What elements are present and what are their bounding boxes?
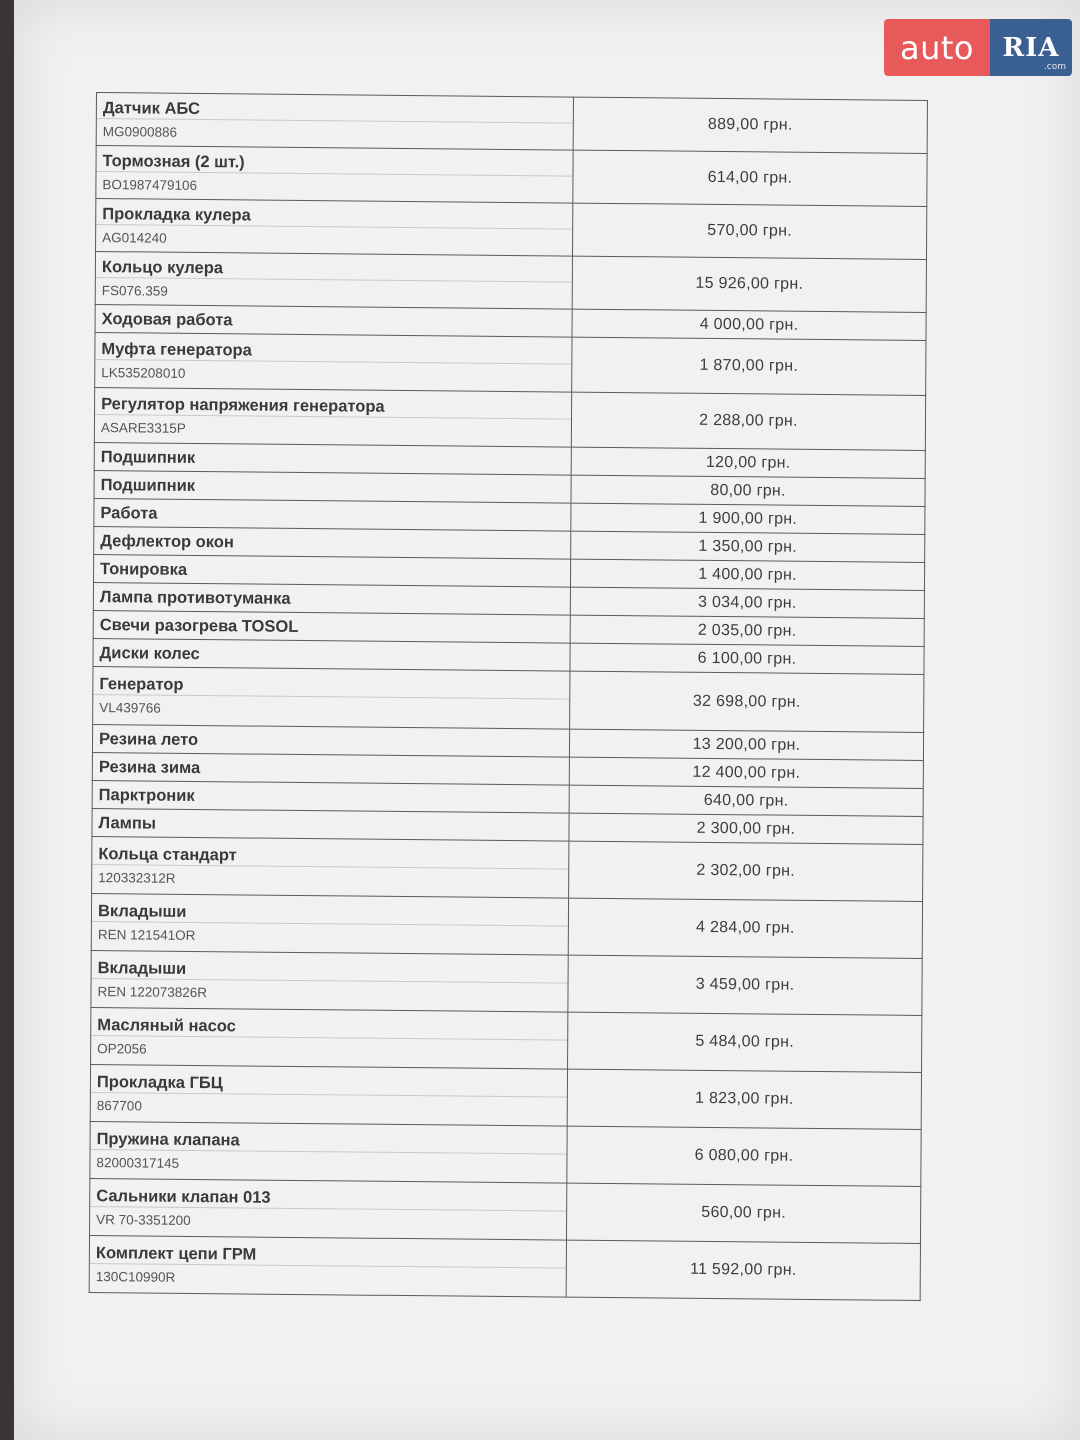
item-price: 1 870,00 грн. (572, 337, 926, 395)
item-cell (92, 837, 569, 899)
item-price: 2 035,00 грн. (570, 615, 924, 646)
item-code: OP2056 (91, 1035, 567, 1067)
item-price: 3 459,00 грн. (568, 955, 922, 1015)
item-code: FS076.359 (96, 277, 572, 309)
item-cell (92, 753, 569, 786)
item-price: 1 900,00 грн. (571, 503, 925, 534)
item-name: Муфта генератора (101, 339, 252, 360)
logo-ria-text (990, 19, 1072, 76)
item-code: 82000317145 (90, 1149, 566, 1181)
item-name: Свечи разогрева TOSOL (99, 615, 299, 636)
item-cell (93, 667, 570, 730)
item-price: 11 592,00 грн. (566, 1240, 920, 1300)
item-code: MG0900886 (97, 118, 573, 150)
logo-dotcom: .com (1043, 62, 1066, 72)
table-row (91, 894, 922, 959)
item-price: 2 302,00 грн. (569, 841, 923, 901)
item-name: Работа (100, 503, 158, 523)
table-row (90, 1122, 921, 1187)
item-cell (92, 781, 569, 814)
item-cell (96, 93, 573, 151)
item-price: 640,00 грн. (569, 785, 923, 816)
item-name: Масляный насос (97, 1015, 236, 1035)
item-code: REN 122073826R (91, 978, 567, 1010)
item-price: 6 080,00 грн. (567, 1126, 921, 1186)
item-price: 13 200,00 грн. (569, 729, 923, 760)
item-name: Датчик АБС (102, 98, 201, 118)
item-name: Дефлектор окон (100, 531, 234, 551)
item-name: Регулятор напряжения генератора (101, 394, 385, 416)
item-cell (94, 527, 571, 560)
item-cell (93, 611, 570, 644)
item-cell (94, 471, 571, 504)
item-cell (90, 1065, 567, 1127)
item-price: 2 288,00 грн. (571, 392, 925, 450)
item-name: Подшипник (100, 475, 196, 495)
item-code: 120332312R (92, 864, 568, 896)
item-cell (94, 443, 571, 476)
item-cell (93, 639, 570, 672)
item-cell (93, 583, 570, 616)
item-name: Лампа противотуманка (99, 587, 291, 608)
item-code: VL439766 (93, 694, 569, 726)
item-name: Вкладыши (97, 901, 187, 921)
item-cell (95, 305, 572, 338)
item-price: 5 484,00 грн. (568, 1012, 922, 1072)
item-code: ASARE3315P (95, 414, 571, 446)
item-price: 560,00 грн. (566, 1183, 920, 1243)
item-name: Прокладка ГБЦ (96, 1072, 223, 1092)
item-cell (94, 555, 571, 588)
item-name: Лампы (98, 813, 157, 833)
item-code: 867700 (91, 1092, 567, 1124)
item-cell (95, 333, 572, 393)
item-name: Диски колес (99, 643, 200, 663)
item-name: Сальники клапан 013 (96, 1186, 271, 1207)
table-row (90, 1179, 921, 1244)
item-name: Кольца стандарт (98, 844, 237, 864)
logo-ria-word: RIA (1002, 32, 1060, 63)
item-code: BO1987479106 (96, 171, 572, 203)
item-cell (91, 951, 568, 1013)
table-row (94, 388, 925, 451)
item-cell (94, 499, 571, 532)
item-name: Кольцо кулера (101, 257, 224, 277)
item-cell (91, 894, 568, 956)
item-price: 4 284,00 грн. (568, 898, 922, 958)
item-code: VR 70-3351200 (90, 1206, 566, 1238)
item-name: Тормозная (2 шт.) (102, 151, 245, 171)
item-name: Резина лето (98, 729, 199, 749)
item-price: 1 400,00 грн. (570, 559, 924, 590)
table-row (91, 1008, 922, 1073)
item-name: Прокладка кулера (102, 204, 251, 224)
item-price: 80,00 грн. (571, 475, 925, 506)
invoice-sheet (89, 92, 928, 1301)
item-cell (90, 1122, 567, 1184)
item-price: 1 350,00 грн. (571, 531, 925, 562)
table-row (95, 333, 926, 396)
table-row (96, 146, 927, 207)
logo-auto-text: auto (884, 19, 990, 76)
item-price: 32 698,00 грн. (570, 671, 924, 732)
item-price: 570,00 грн. (572, 203, 926, 259)
item-price: 15 926,00 грн. (572, 256, 926, 312)
table-row (93, 667, 924, 733)
item-price: 614,00 грн. (573, 150, 927, 206)
item-price: 889,00 грн. (573, 97, 927, 153)
item-price: 3 034,00 грн. (570, 587, 924, 618)
table-row (96, 93, 927, 154)
item-price: 2 300,00 грн. (569, 813, 923, 844)
item-price: 6 100,00 грн. (570, 643, 924, 674)
item-cell (96, 146, 573, 204)
item-name: Резина зима (98, 757, 201, 777)
item-price: 120,00 грн. (571, 447, 925, 478)
item-name: Ходовая работа (101, 309, 233, 329)
parts-table-body (89, 93, 927, 1301)
item-name: Пружина клапана (96, 1129, 240, 1149)
parts-table (89, 92, 928, 1301)
item-code: LK535208010 (95, 359, 571, 391)
table-row (91, 951, 922, 1016)
item-name: Генератор (99, 675, 184, 694)
item-cell (96, 199, 573, 257)
autoria-logo (884, 19, 1072, 76)
item-code: REN 121541OR (92, 921, 568, 953)
table-row (92, 837, 923, 902)
item-price: 12 400,00 грн. (569, 757, 923, 788)
item-cell (94, 388, 571, 448)
item-cell (89, 1236, 566, 1298)
item-name: Подшипник (100, 447, 196, 467)
item-cell (92, 809, 569, 842)
table-row (89, 1236, 920, 1301)
table-row (96, 199, 927, 260)
item-cell (95, 252, 572, 310)
item-price: 4 000,00 грн. (572, 309, 926, 340)
table-row (90, 1065, 921, 1130)
item-name: Комплект цепи ГРМ (95, 1243, 257, 1264)
item-cell (90, 1179, 567, 1241)
item-cell (92, 725, 569, 758)
item-name: Вкладыши (97, 958, 187, 978)
item-name: Парктроник (98, 785, 195, 805)
table-row (95, 252, 926, 313)
item-code: AG014240 (96, 224, 572, 256)
item-code: 130C10990R (90, 1263, 566, 1295)
item-cell (91, 1008, 568, 1070)
item-price: 1 823,00 грн. (567, 1069, 921, 1129)
item-name: Тонировка (100, 559, 188, 579)
